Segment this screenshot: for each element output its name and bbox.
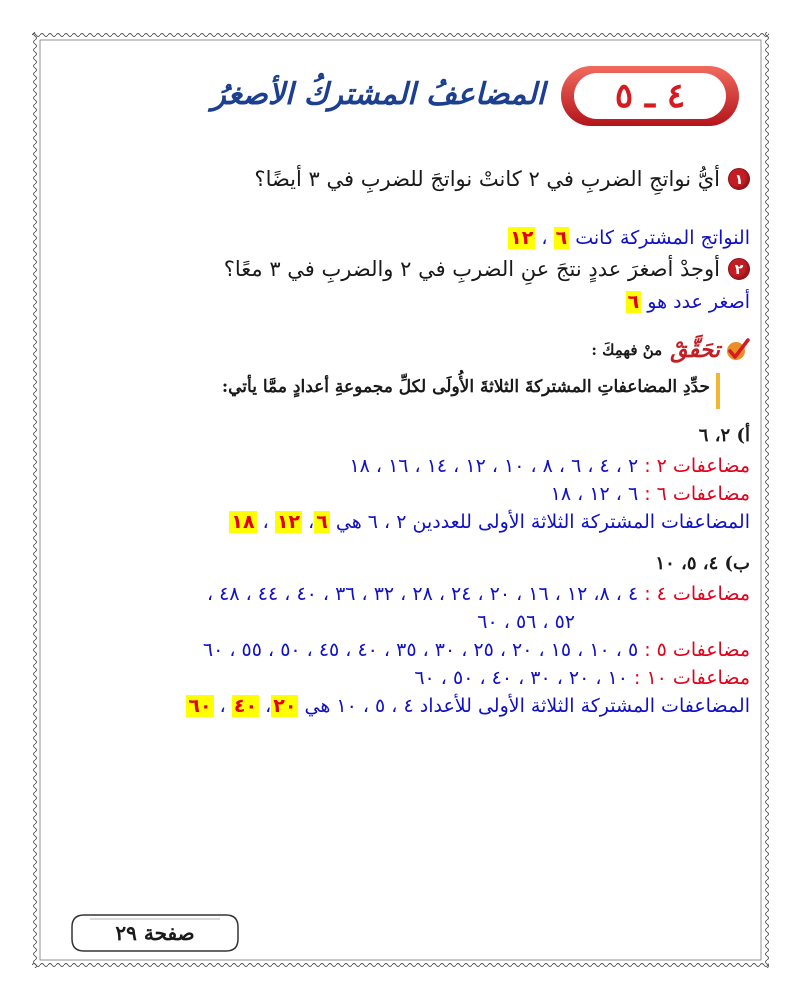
answer-1: [508, 227, 750, 249]
part-b-m4-values-2: ٥٢ ، ٥٦ ، ٦٠: [477, 611, 575, 633]
part-a-label: أ) ٢، ٦: [698, 425, 750, 446]
part-b-multiples-10: [414, 667, 750, 689]
part-a-m2-values: ٢ ، ٤ ، ٦ ، ٨ ، ١٠ ، ١٢ ، ١٤ ، ١٦ ، ١٨: [349, 455, 639, 477]
page-number: صفحة ٢٩: [115, 921, 195, 945]
part-a-result: [229, 511, 750, 533]
part-a-result-1: ٦: [316, 511, 328, 533]
answer-2-value: ٦: [627, 291, 640, 313]
answer-1-prefix: النواتج المشتركة كانت: [575, 227, 750, 249]
question-2-text: أوجدْ أصغرَ عددٍ نتجَ عنِ الضربِ في ٢ والضربِ في ٣ معًا؟: [223, 257, 720, 281]
check-subtitle: منْ فهمِكَ :: [591, 341, 663, 359]
lesson-number-badge: [560, 65, 740, 127]
question-2-badge: ٢: [728, 258, 750, 280]
check-title: تحَقَّقْ: [670, 337, 720, 363]
part-b-result: [186, 695, 750, 717]
part-b-result-1: ٢٠: [273, 695, 297, 717]
check-instruction: حدِّدِ المضاعفاتِ المشتركةَ الثلاثةَ الأُولَى لكلِّ مجموعةِ أعدادٍ ممَّا يأتي:: [221, 377, 710, 397]
part-b-m10-values: ١٠ ، ٢٠ ، ٣٠ ، ٤٠ ، ٥٠ ، ٦٠: [414, 667, 628, 689]
part-a-m6-values: ٦ ، ١٢ ، ١٨: [550, 483, 639, 505]
part-b-m5-label: مضاعفات ٥ :: [644, 639, 750, 661]
part-b-m5-values: ٥ ، ١٠ ، ١٥ ، ٢٠ ، ٢٥ ، ٣٠ ، ٣٥ ، ٤٠ ، ٤٥ ، ٥٠ ، ٥٥ ، ٦٠: [202, 639, 639, 661]
part-a-multiples-6: [551, 483, 750, 505]
part-a-result-prefix: المضاعفات المشتركة الثلاثة الأولى للعددين ٢ ، ٦ هي: [335, 511, 750, 533]
part-a-m6-label: مضاعفات ٦ :: [644, 483, 750, 505]
answer-1-value-2: ١٢: [510, 227, 534, 249]
lesson-title: المضاعفُ المشتركُ الأصغرُ: [211, 77, 545, 112]
part-b-multiples-4-cont: [477, 611, 575, 633]
question-1: [254, 167, 750, 191]
part-a-m2-label: مضاعفات ٢ :: [644, 455, 750, 477]
part-a-multiples-2: [349, 455, 750, 477]
part-a-separator-2: ،: [262, 511, 269, 533]
question-1-text: أيُّ نواتجِ الضربِ في ٢ كانتْ نواتجَ للضربِ في ٣ أيضًا؟: [254, 167, 720, 191]
answer-2-prefix: أصغر عدد هو: [647, 291, 750, 313]
part-b-result-2: ٤٠: [233, 695, 258, 717]
lesson-number: ٤ ـ ٥: [614, 76, 686, 116]
checkmark-icon: [724, 337, 750, 363]
answer-2: [626, 291, 750, 313]
answer-1-value-1: ٦: [555, 227, 568, 249]
part-b-separator-1: ،: [265, 695, 272, 717]
question-2: [224, 257, 750, 281]
part-b-m10-label: مضاعفات ١٠ :: [634, 667, 750, 689]
part-a-separator-1: ،: [308, 511, 315, 533]
part-b-multiples-4: [207, 583, 750, 605]
answer-1-separator: ،: [541, 227, 548, 249]
part-b-m4-label: مضاعفات ٤ :: [644, 583, 750, 605]
page-number-box: [70, 913, 240, 953]
part-a-result-2: ١٢: [276, 511, 301, 533]
part-a-result-3: ١٨: [231, 511, 255, 533]
part-b-result-prefix: المضاعفات المشتركة الثلاثة الأولى للأعداد ٤ ، ٥ ، ١٠ هي: [304, 695, 750, 717]
part-b-separator-2: ،: [219, 695, 226, 717]
worksheet-page: [50, 55, 750, 955]
question-1-badge: ١: [728, 168, 750, 190]
instruction-accent-bar: [716, 373, 720, 409]
check-understanding-header: [591, 337, 750, 363]
part-b-multiples-5: [203, 639, 750, 661]
part-b-m4-values-1: ٤ ، ٨، ١٢ ، ١٦ ، ٢٠ ، ٢٤ ، ٢٨ ، ٣٢ ، ٣٦ ، ٤٠ ، ٤٤ ، ٤٨ ،: [206, 583, 639, 605]
part-b-result-3: ٦٠: [188, 695, 212, 717]
part-b-label: ب) ٤، ٥، ١٠: [655, 553, 750, 574]
